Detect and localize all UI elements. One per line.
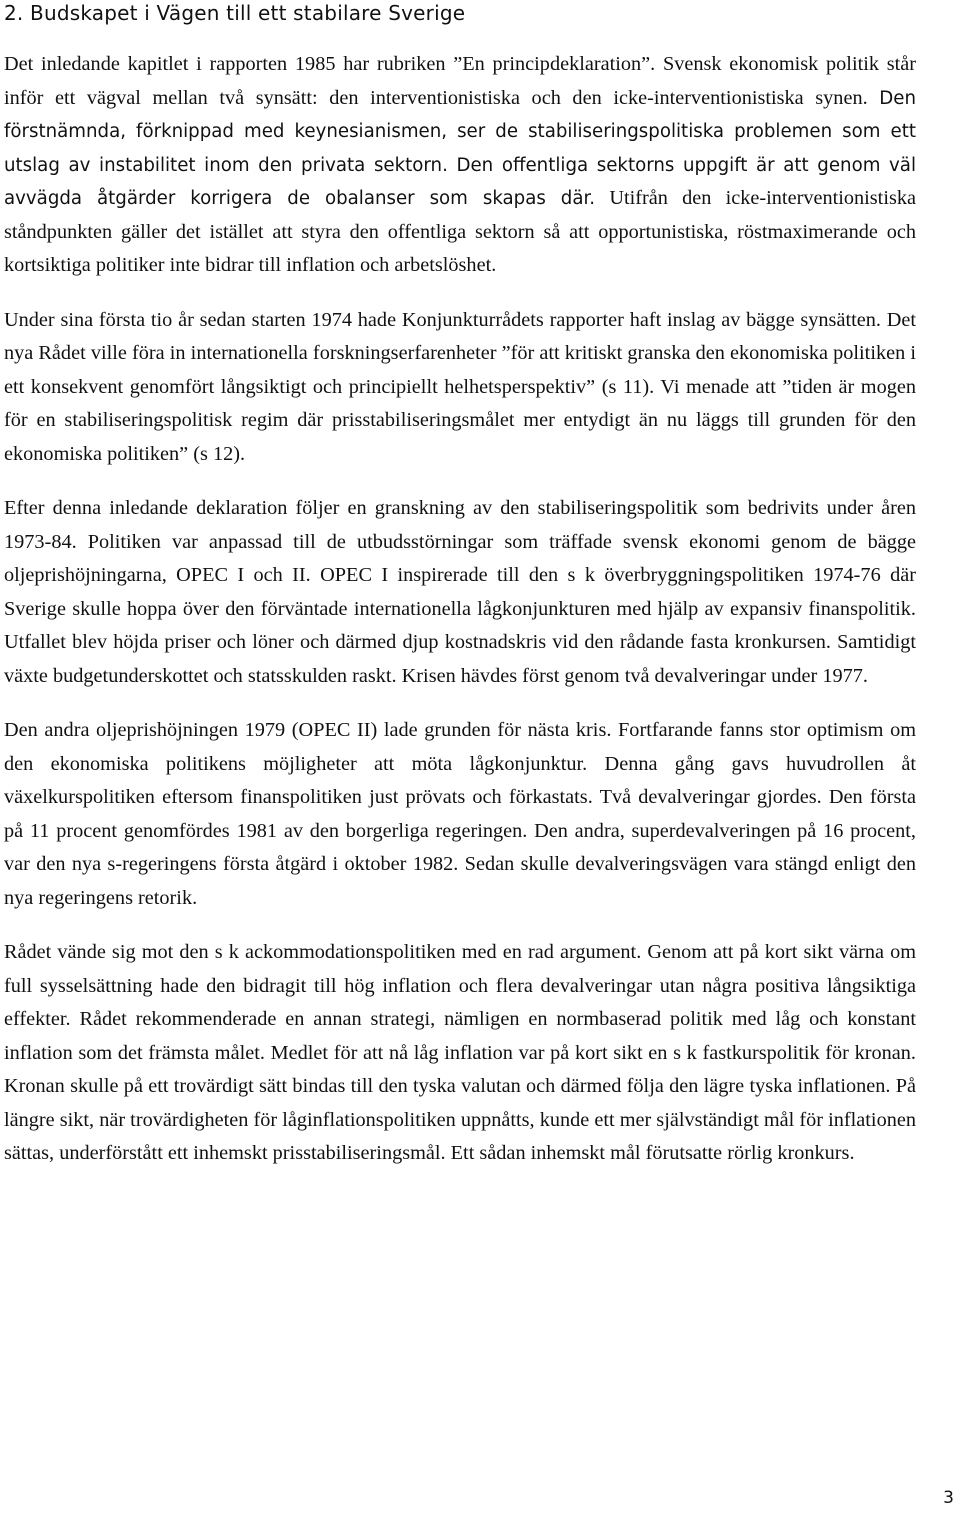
paragraph-1-part-a: Det inledande kapitlet i rapporten 1985 har rubriken ”En principdeklaration”. Svensk ekonomisk politik står inför ett vägval mellan två synsätt: den interventionistiska och den icke-interventionistiska synen. [4, 53, 916, 109]
paragraph-2: Under sina första tio år sedan starten 1974 hade Konjunkturrådets rapporter haft inslag av bägge synsätten. Det nya Rådet ville föra in internationella forskningserfarenheter ”för att kritiskt granska den ekonomiska politiken i ett konsekvent genomfört långsiktigt och principiellt helhetsperspektiv” (s 11). Vi menade att ”tiden är mogen för en stabiliseringspolitisk regim där prisstabiliseringsmålet mer entydigt än nu läggs till grunden för den ekonomiska politiken” (s 12). [4, 308, 916, 465]
page-number: 3 [943, 1488, 954, 1508]
paragraph-1-part-b: Den förstnämnda, förknippad med keynesianismen, ser de stabiliseringspolitiska problemen som ett utslag av instabilitet inom den privata sektorn. Den offentliga sektorns uppgift är att genom väl avvägda åtgärder korrigera de obalanser som skapas där. [4, 87, 916, 209]
document-body [4, 48, 916, 1192]
section-heading: 2. Budskapet i Vägen till ett stabilare Sverige [4, 1, 466, 25]
paragraph-4: Den andra oljeprishöjningen 1979 (OPEC II) lade grunden för nästa kris. Fortfarande fanns stor optimism om den ekonomiska politikens möjligheter att möta lågkonjunktur. Denna gång gavs huvudrollen åt växelkurspolitiken eftersom finanspolitiken just prövats och förkastats. Två devalveringar gjordes. Den första på 11 procent genomfördes 1981 av den borgerliga regeringen. Den andra, superdevalveringen på 16 procent, var den nya s-regeringens första åtgärd i oktober 1982. Sedan skulle devalveringsvägen vara stängd enligt den nya regeringens retorik. [4, 719, 916, 909]
paragraph-5: Rådet vände sig mot den s k ackommodationspolitiken med en rad argument. Genom att på kort sikt värna om full sysselsättning hade den bidragit till hög inflation och flera devalveringar utan några positiva långsiktiga effekter. Rådet rekommenderade en annan strategi, nämligen en normbaserad politik med låg och konstant inflation som det främsta målet. Medlet för att nå låg inflation var på kort sikt en s k fastkurspolitik för kronan. Kronan skulle på ett trovärdigt sätt bindas till den tyska valutan och därmed följa den lägre tyska inflationen. På längre sikt, när trovärdigheten för låginflationspolitiken uppnåtts, kunde ett mer självständigt mål för inflationen sättas, underförstått ett inhemskt prisstabiliseringsmål. Ett sådan inhemskt mål förutsatte rörlig kronkurs. [4, 941, 916, 1164]
paragraph-1-part-c: Utifrån den icke-interventionistiska ståndpunkten gäller det istället att styra den offentliga sektorn så att opportunistiska, röstmaximerande och kortsiktiga politiker inte bidrar till inflation och arbetslöshet. [4, 187, 916, 276]
paragraph-1 [4, 48, 916, 283]
paragraph-3: Efter denna inledande deklaration följer en granskning av den stabiliseringspolitik som bedrivits under åren 1973-84. Politiken var anpassad till de utbudsstörningar som träffade svensk ekonomi genom de bägge oljeprishöjningarna, OPEC I och II. OPEC I inspirerade till den s k överbryggningspolitiken 1974-76 där Sverige skulle hoppa över den förväntade internationella lågkonjunkturen med hjälp av expansiv finanspolitik. Utfallet blev höjda priser och löner och därmed djup kostnadskris vid den rådande fasta kronkursen. Samtidigt växte budgetunderskottet och statsskulden raskt. Krisen hävdes först genom två devalveringar under 1977. [4, 497, 916, 687]
